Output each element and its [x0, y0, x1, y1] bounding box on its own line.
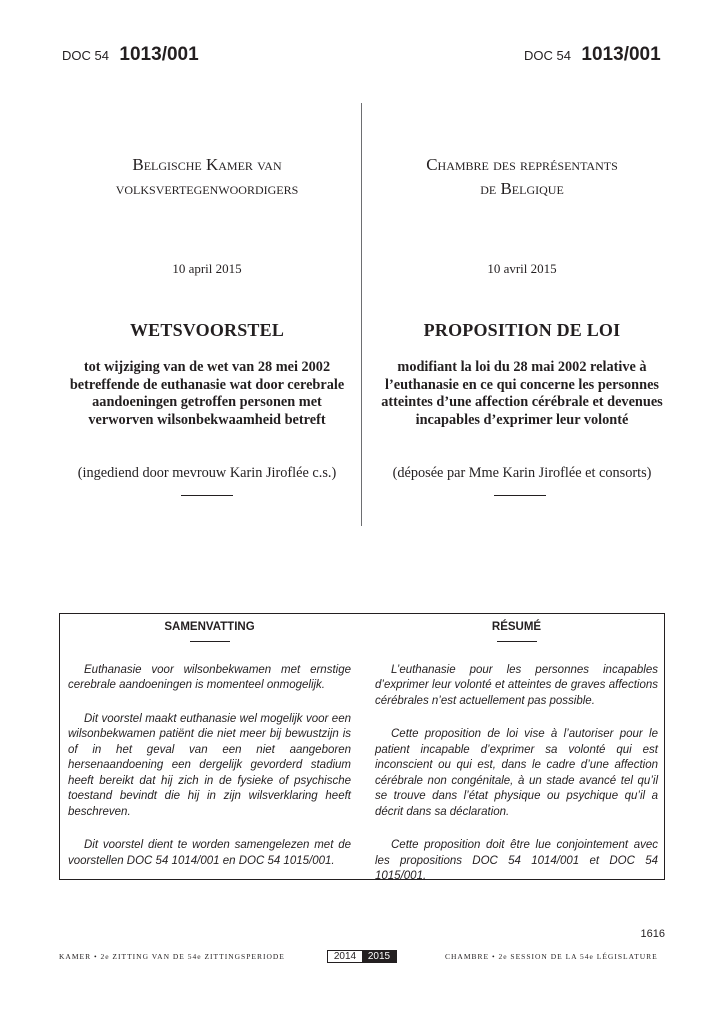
doc-prefix: DOC 54: [524, 48, 571, 63]
summary-fr: [375, 620, 658, 885]
heading-rule: [190, 641, 230, 642]
chamber-name-nl: [62, 153, 352, 201]
footer-left: KAMER • 2e ZITTING VAN DE 54e ZITTINGSPERIODE: [59, 952, 285, 961]
proposal-subject-fr: modifiant la loi du 28 mai 2002 relative à l’euthanasie en ce qui concerne les personnes atteintes d’une affection cérébrale et devenues incapables d’exprimer leur volonté: [381, 359, 663, 428]
year-end: 2015: [362, 951, 396, 962]
doc-number: 1013/001: [119, 44, 199, 65]
summary-paragraph: Dit voorstel maakt euthanasie wel mogelijk voor een wilsonbekwamen patiënt die niet meer bij bewustzijn is of in het geval van een niet aangeboren hersenaandoening een dergelijk gevorderd stadium heeft bereikt dat hij zich in de fysieke of psychische toestand bevindt die hij in zijn wilsverklaring heeft beschreven.: [68, 712, 351, 818]
year-start: 2014: [333, 951, 357, 962]
summary-heading-nl: SAMENVATTING: [164, 621, 255, 633]
summary-nl: [68, 620, 351, 869]
date-fr: 10 avril 2015: [487, 261, 557, 276]
separator-rule: [494, 495, 546, 496]
proposal-subject-nl: tot wijziging van de wet van 28 mei 2002 betreffende de euthanasie wat door cerebrale aandoeningen getroffen personen met verworven wilsonbekwaamheid betreft: [69, 359, 345, 428]
summary-paragraph: Cette proposition de loi vise à l’autoriser pour le patient incapable d’exprimer sa volonté qui est inconscient ou qui est, dans le cadre d’une affection cérébrale non congénitale, à un stade avancé tel qu’il se trouve dans l’état physique ou psychique qu’il a décrit dans sa déclaration.: [375, 728, 658, 818]
proposal-title-fr: PROPOSITION DE LOI: [423, 320, 621, 340]
chamber-name-fr: [372, 153, 672, 201]
doc-reference-right: [524, 44, 661, 66]
footer-right: CHAMBRE • 2e SESSION DE LA 54e LÉGISLATURE: [445, 952, 658, 961]
summary-heading-fr: RÉSUMÉ: [491, 621, 542, 633]
date-nl: 10 april 2015: [172, 261, 242, 276]
proposal-title-nl: WETSVOORSTEL: [129, 320, 285, 340]
doc-reference-left: [62, 44, 199, 66]
chamber-line-1: Belgische Kamer van: [132, 155, 282, 174]
filed-by-nl: (ingediend door mevrouw Karin Jiroflée c.s.): [77, 465, 337, 481]
chamber-line-2: volksvertegenwoordigers: [115, 179, 299, 198]
doc-number: 1013/001: [581, 44, 661, 65]
summary-paragraph: Dit voorstel dient te worden samengelezen met de voorstellen DOC 54 1014/001 en DOC 54 1015/001.: [68, 839, 351, 867]
doc-prefix: DOC 54: [62, 48, 109, 63]
summary-paragraph: Euthanasie voor wilsonbekwamen met ernstige cerebrale aandoeningen is momenteel onmogelijk.: [68, 663, 351, 691]
summary-paragraph: Cette proposition doit être lue conjointement avec les propositions DOC 54 1014/001 et DOC 54 1015/001.: [375, 839, 658, 882]
heading-rule: [497, 641, 537, 642]
summary-box: [59, 613, 665, 880]
page-number: 1616: [640, 928, 665, 940]
chamber-line-1: Chambre des représentants: [426, 155, 618, 174]
summary-paragraph: L’euthanasie pour les personnes incapables d’exprimer leur volonté et atteintes de graves affections cérébrales n’est actuellement pas possible.: [375, 663, 658, 707]
separator-rule: [181, 495, 233, 496]
session-years: [327, 950, 397, 963]
column-divider: [361, 103, 362, 526]
filed-by-fr: (déposée par Mme Karin Jiroflée et consorts): [392, 465, 652, 481]
chamber-line-2: de Belgique: [480, 179, 564, 198]
